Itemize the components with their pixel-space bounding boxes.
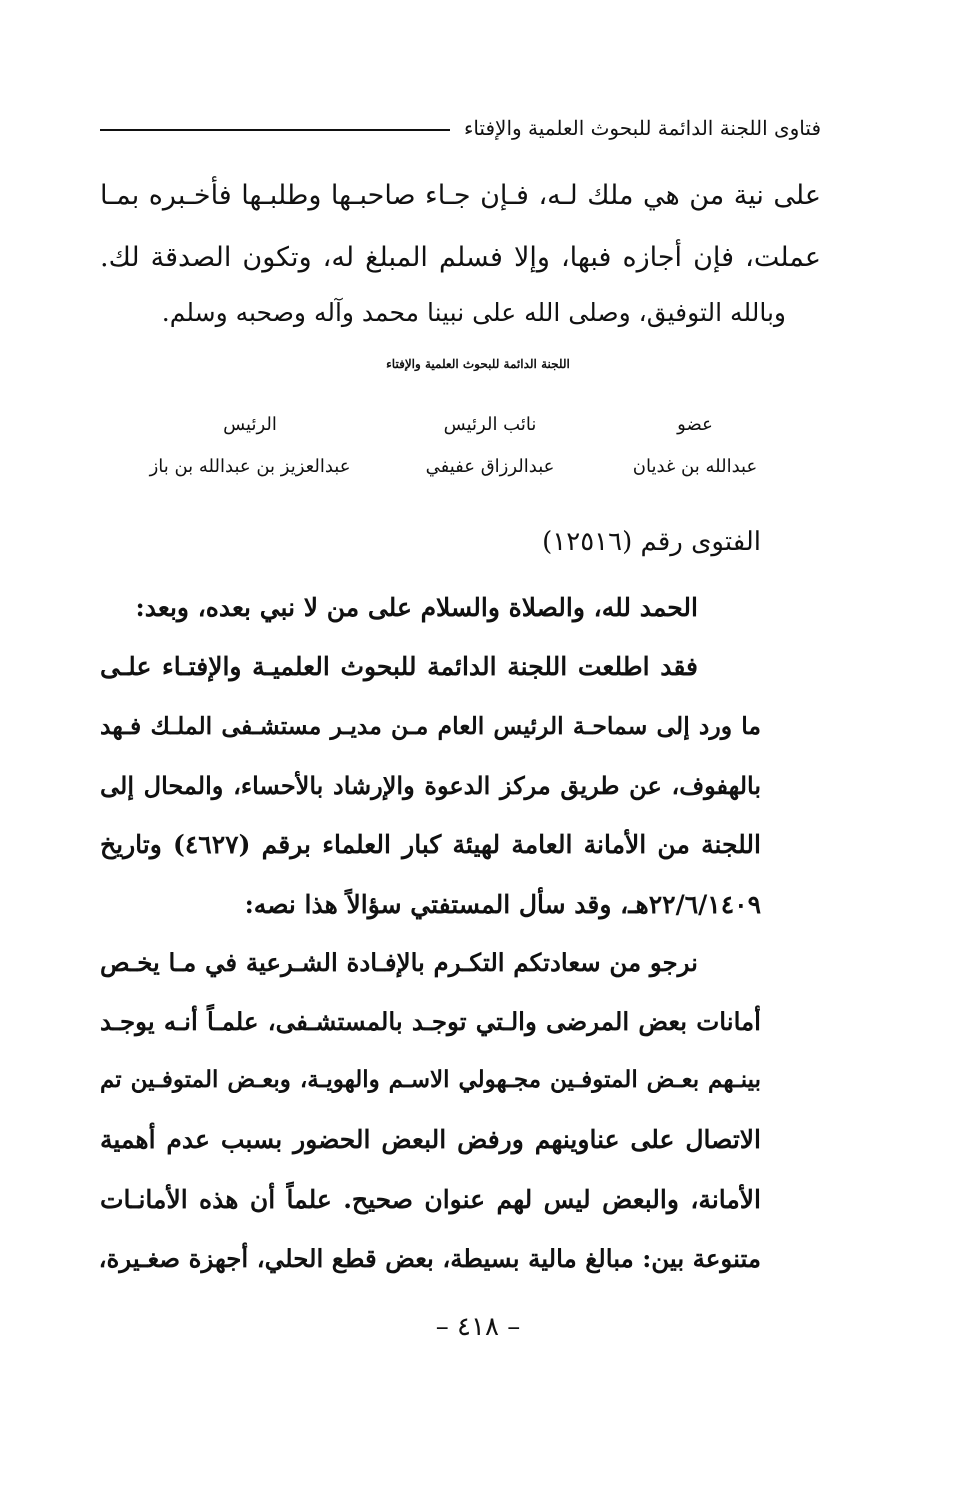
body-line-7: نرجو من سعادتكم التكـرم بالإفـادة الشـرعية في مـا يخـص (100, 948, 698, 977)
signatory-vice-president-title: نائب الرئيس (443, 414, 537, 435)
header-rule (100, 129, 450, 131)
body-line-12: متنوعة بين: مبالغ مالية بسيطة، بعض قطع الحلي، أجهزة صغـيرة، (98, 1244, 761, 1273)
signatory-president-title: الرئيس (223, 414, 277, 435)
body-line-5: اللجنة من الأمانة العامة لهيئة كبار العلماء برقم (٤٦٢٧) وتاريخ (100, 830, 761, 859)
signatory-member-title: عضو (677, 414, 713, 435)
signatory-member-name: عبدالله بن غديان (632, 456, 758, 477)
running-header (100, 108, 821, 148)
body-line-3: ما ورد إلى سماحـة الرئيس العام مـن مديـر مستشـفى الملـك فـهد (100, 712, 761, 740)
page-number: – ٤١٨ – (435, 1312, 521, 1342)
body-line-4: بالهفوف، عن طريق مركز الدعوة والإرشاد بالأحساء، والمحال إلى (100, 771, 761, 800)
committee-title: اللجنة الدائمة للبحوث العلمية والإفتاء (386, 357, 570, 371)
body-line-6: ٢٢/٦/١٤٠٩هـ، وقد سأل المستفتي سؤالاً هذا نصه: (244, 890, 761, 919)
body-line-2: فقد اطلعت اللجنة الدائمة للبحوث العلميـة والإفتـاء علـى (100, 652, 698, 681)
body-line-9: بينـهم بعـض المتوفـين مجـهولي الاسـم والهويـة، وبعـض المتوفـين تم (100, 1066, 761, 1093)
signatory-vice-president-name: عبدالرزاق عفيفي (425, 456, 555, 477)
top-paragraph-line-1: على نية من هي ملك لـه، فـإن جـاء صاحبـها وطلبـها فأخـبره بمـا (100, 180, 821, 211)
signatory-president-name: عبدالعزيز بن عبدالله بن باز (149, 456, 351, 477)
header-title: فتاوى اللجنة الدائمة للبحوث العلمية والإفتاء (463, 116, 821, 140)
body-line-11: الأمانة، والبعض ليس لهم عنوان صحيح. علماً أن هذه الأمانـات (100, 1185, 761, 1214)
top-paragraph-line-3: وبالله التوفيق، وصلى الله على نبينا محمد وآله وصحبه وسلم. (161, 298, 786, 327)
body-line-8: أمانات بعض المرضى والـتي توجـد بالمستشـفى، علمـاً أنـه يوجـد (100, 1007, 761, 1036)
body-line-1: الحمد لله، والصلاة والسلام على من لا نبي بعده، وبعد: (135, 593, 698, 622)
fatwa-number: الفتوى رقم (١٢٥١٦) (542, 527, 761, 557)
top-paragraph-line-2: عملت، فإن أجازه فبها، وإلا فسلم المبلغ له، وتكون الصدقة لك. (100, 242, 821, 273)
body-line-10: الاتصال على عناوينهم ورفض البعض الحضور بسبب عدم أهمية (100, 1125, 761, 1154)
